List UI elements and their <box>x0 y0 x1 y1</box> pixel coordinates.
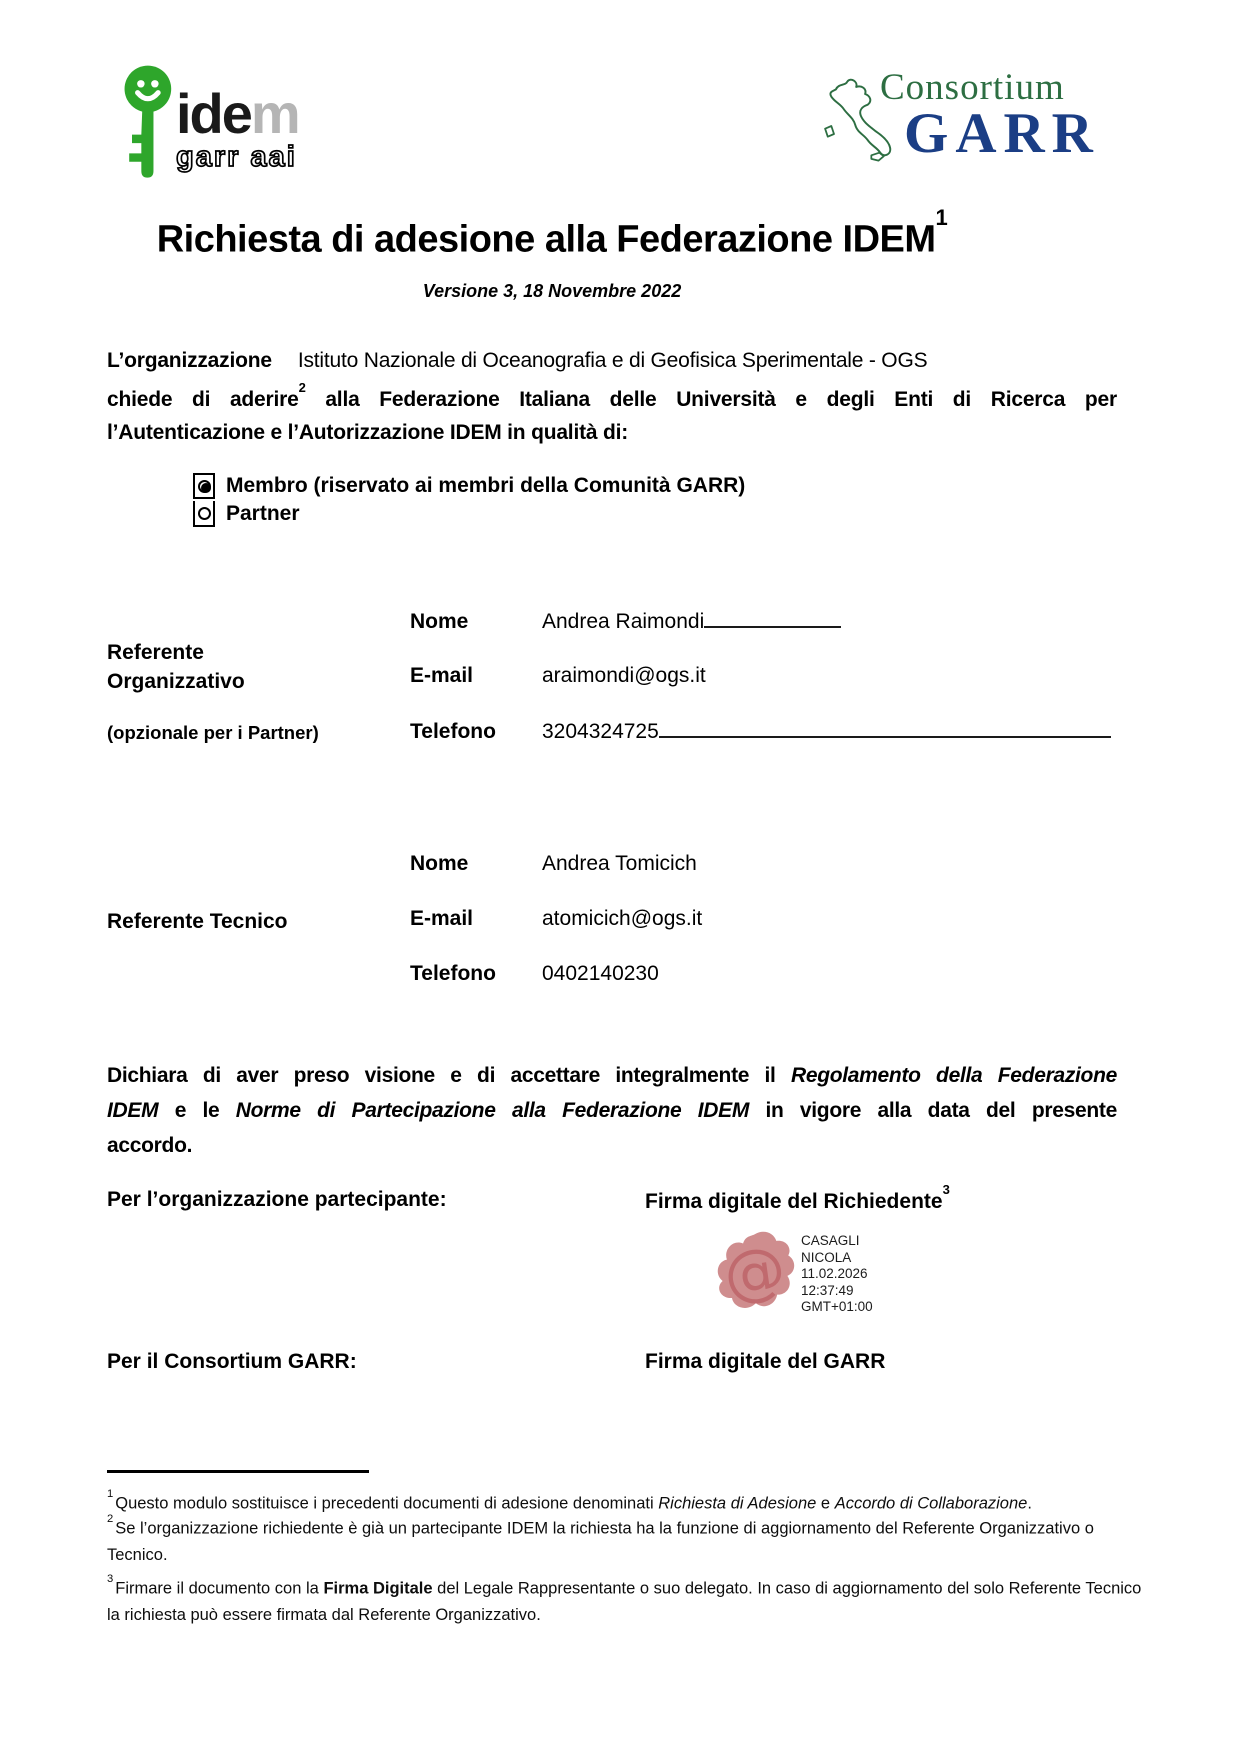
key-smiley-icon <box>118 62 174 184</box>
email-label: E-mail <box>410 907 474 930</box>
request-line: chiede di aderire$^2$ alla Federazione Italiana delle Università e degli Enti di Ricerca per <box>107 380 1117 411</box>
idem-garr-aai-text: garr aai <box>176 141 297 173</box>
telefono-label: Telefono <box>410 720 496 743</box>
radio-label-membro: Membro (riservato ai membri della Comunità GARR) <box>226 474 746 497</box>
nome-value[interactable]: Andrea Raimondi <box>542 610 705 633</box>
footnote-separator <box>107 1470 369 1473</box>
radio-button-membro[interactable] <box>193 473 215 499</box>
garr-text: GARR <box>904 102 1100 165</box>
garr-signature-label: Firma digitale del GARR <box>645 1350 886 1373</box>
applicant-signature-label: Firma digitale del Richiedente$^3$ <box>645 1182 950 1213</box>
telefono-blank-line <box>659 734 1111 738</box>
referente-organizzativo-title: Referente Organizzativo <box>107 641 245 693</box>
organization-label: L’organizzazione <box>107 349 272 372</box>
footnote-ref-3: 3 <box>942 1182 950 1198</box>
quality-line: l’Autenticazione e l’Autorizzazione IDEM in qualità di: <box>107 421 629 444</box>
email-value[interactable]: atomicich@ogs.it <box>542 907 703 930</box>
signature-stamp-text: CASAGLI NICOLA 11.02.2026 12:37:49 GMT+01:00 <box>801 1233 873 1314</box>
radio-button-partner[interactable] <box>193 501 215 527</box>
field-row-nome-org <box>410 610 841 634</box>
nome-value[interactable]: Andrea Tomicich <box>542 852 697 875</box>
referente-tecnico-title: Referente Tecnico <box>107 910 288 933</box>
footnote-ref-2: 2 <box>298 380 306 396</box>
idem-logo <box>118 60 348 185</box>
email-value[interactable]: araimondi@ogs.it <box>542 664 706 687</box>
at-symbol: @ <box>719 1232 790 1312</box>
version-line: Versione 3, 18 Novembre 2022 <box>422 280 682 301</box>
idem-wordmark: idem <box>176 82 299 145</box>
garr-party-label: Per il Consortium GARR: <box>107 1350 357 1373</box>
field-row-telefono-tec <box>410 962 659 986</box>
footnote-1: $^1$Questo modulo sostituisce i precedenti documenti di adesione denominati Richiesta di Adesione e Accordo di Collaborazione. <box>107 1488 1032 1513</box>
nome-label: Nome <box>410 852 469 875</box>
radio-option-membro[interactable] <box>193 472 745 500</box>
page-title: Richiesta di adesione alla Federazione IDEM$^1$ <box>156 205 948 261</box>
intro-paragraph <box>107 344 1117 449</box>
declaration-paragraph: Dichiara di aver preso visione e di accettare integralmente il Regolamento della Federazione IDEM e le Norme di Partecipazione alla Federazione IDEM in vigore alla data del presente accordo. <box>107 1064 1117 1157</box>
telefono-value[interactable]: 3204324725 <box>542 720 659 743</box>
nome-blank-line <box>704 624 841 628</box>
footnote-2: $^2$Se l’organizzazione richiedente è già un partecipante IDEM la richiesta ha la funzione di aggiornamento del Referente Organizzativo o Tecnico. <box>107 1513 1094 1564</box>
field-row-email-tec <box>410 907 702 931</box>
membership-options <box>193 472 745 528</box>
telefono-label: Telefono <box>410 962 496 985</box>
consortium-garr-logo <box>818 68 1148 173</box>
radio-label-partner: Partner <box>226 502 300 525</box>
field-row-email-org <box>410 664 706 688</box>
org-party-label: Per l’organizzazione partecipante: <box>107 1188 447 1211</box>
consortium-text: Consortium <box>880 67 1065 108</box>
radio-option-partner[interactable] <box>193 500 745 528</box>
email-label: E-mail <box>410 664 474 687</box>
organization-value[interactable]: Istituto Nazionale di Oceanografia e di Geofisica Sperimentale - OGS <box>297 349 928 372</box>
organization-line <box>107 344 1117 377</box>
telefono-value[interactable]: 0402140230 <box>542 962 659 985</box>
referente-organizzativo-note: (opzionale per i Partner) <box>107 722 319 743</box>
field-row-telefono-org <box>410 720 1111 744</box>
field-row-nome-tec <box>410 852 697 876</box>
title-footnote-ref: 1 <box>935 205 948 230</box>
footnote-3: $^3$Firmare il documento con la Firma Digitale del Legale Rappresentante o suo delegato. In caso di aggiornamento del solo Referente Tecnico la richiesta può essere firmata dal Referente Organizzativo. <box>107 1573 1142 1624</box>
wax-seal-at-icon <box>712 1229 798 1321</box>
nome-label: Nome <box>410 610 469 633</box>
